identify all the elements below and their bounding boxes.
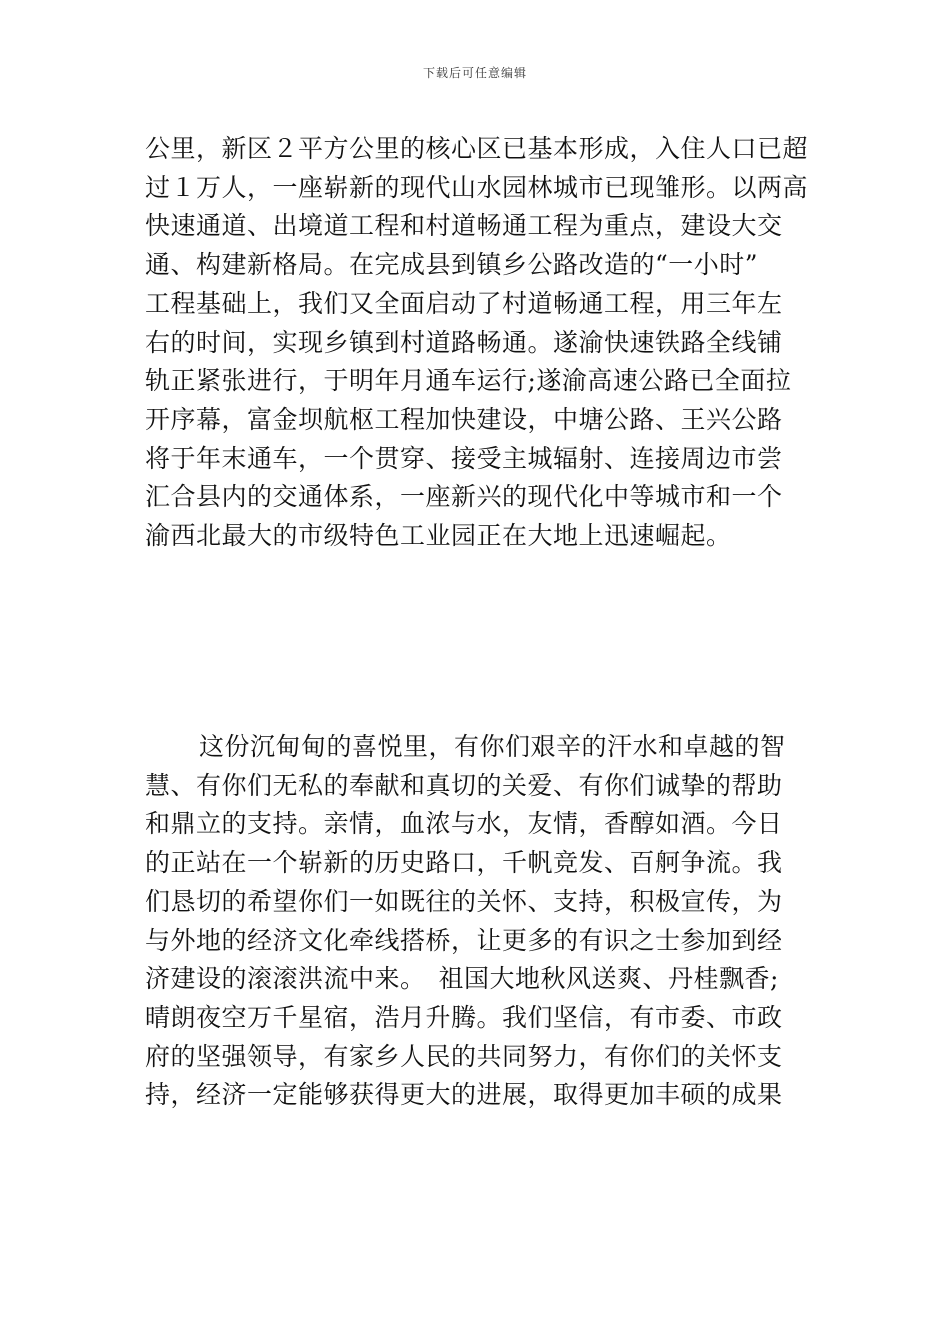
text-line: 通、构建新格局。在完成县到镇乡公路改造的“一小时” — [145, 250, 759, 280]
text-line: 与外地的经济文化牵线搭桥，让更多的有识之士参加到经 — [145, 925, 783, 955]
text-line: 晴朗夜空万千星宿，浩月升腾。我们坚信，有市委、市政 — [145, 1002, 783, 1032]
text-line-first: 这份沉甸甸的喜悦里，有你们艰辛的汗水和卓越的智 — [199, 732, 786, 761]
text-line: 开序幕，富金坝航枢工程加快建设，中塘公路、王兴公路 — [145, 404, 783, 434]
paragraph-2 — [145, 728, 815, 1115]
text-line: 渝西北最大的市级特色工业园正在大地上迅速崛起。 — [145, 521, 732, 551]
text-line: 慧、有你们无私的奉献和真切的关爱、有你们诚挚的帮助 — [145, 770, 783, 800]
text-line: 的正站在一个崭新的历史路口，千帆竞发、百舸争流。我 — [145, 848, 783, 878]
text-line: 和鼎立的支持。亲情，血浓与水，友情，香醇如酒。今日 — [145, 809, 783, 839]
text-line: 快速通道、出境道工程和村道畅通工程为重点，建设大交 — [145, 211, 783, 241]
text-line: 汇合县内的交通体系，一座新兴的现代化中等城市和一个 — [145, 482, 783, 512]
text-line: 将于年末通车，一个贯穿、接受主城辐射、连接周边市尝 — [145, 443, 783, 473]
text-line: 持，经济一定能够获得更大的进展，取得更加丰硕的成果 — [145, 1080, 783, 1110]
page-header-note: 下载后可任意编辑 — [422, 66, 527, 80]
text-line: 公里，新区２平方公里的核心区已基本形成，入住人口已超 — [145, 134, 809, 163]
text-line: 济建设的滚滚洪流中来。 祖国大地秋风送爽、丹桂飘香; — [145, 964, 779, 994]
text-line: 轨正紧张进行，于明年月通车运行;遂渝高速公路已全面拉 — [145, 366, 792, 396]
paragraph-1 — [145, 130, 815, 556]
text-line: 工程基础上，我们又全面启动了村道畅通工程，用三年左 — [145, 288, 783, 318]
text-line: 过１万人，一座崭新的现代山水园林城市已现雏形。以两高 — [145, 172, 809, 202]
text-line: 右的时间，实现乡镇到村道路畅通。遂渝快速铁路全线铺 — [145, 327, 783, 357]
text-line: 府的坚强领导，有家乡人民的共同努力，有你们的关怀支 — [145, 1041, 783, 1071]
text-line: 们恳切的希望你们一如既往的关怀、支持，积极宣传，为 — [145, 886, 783, 916]
